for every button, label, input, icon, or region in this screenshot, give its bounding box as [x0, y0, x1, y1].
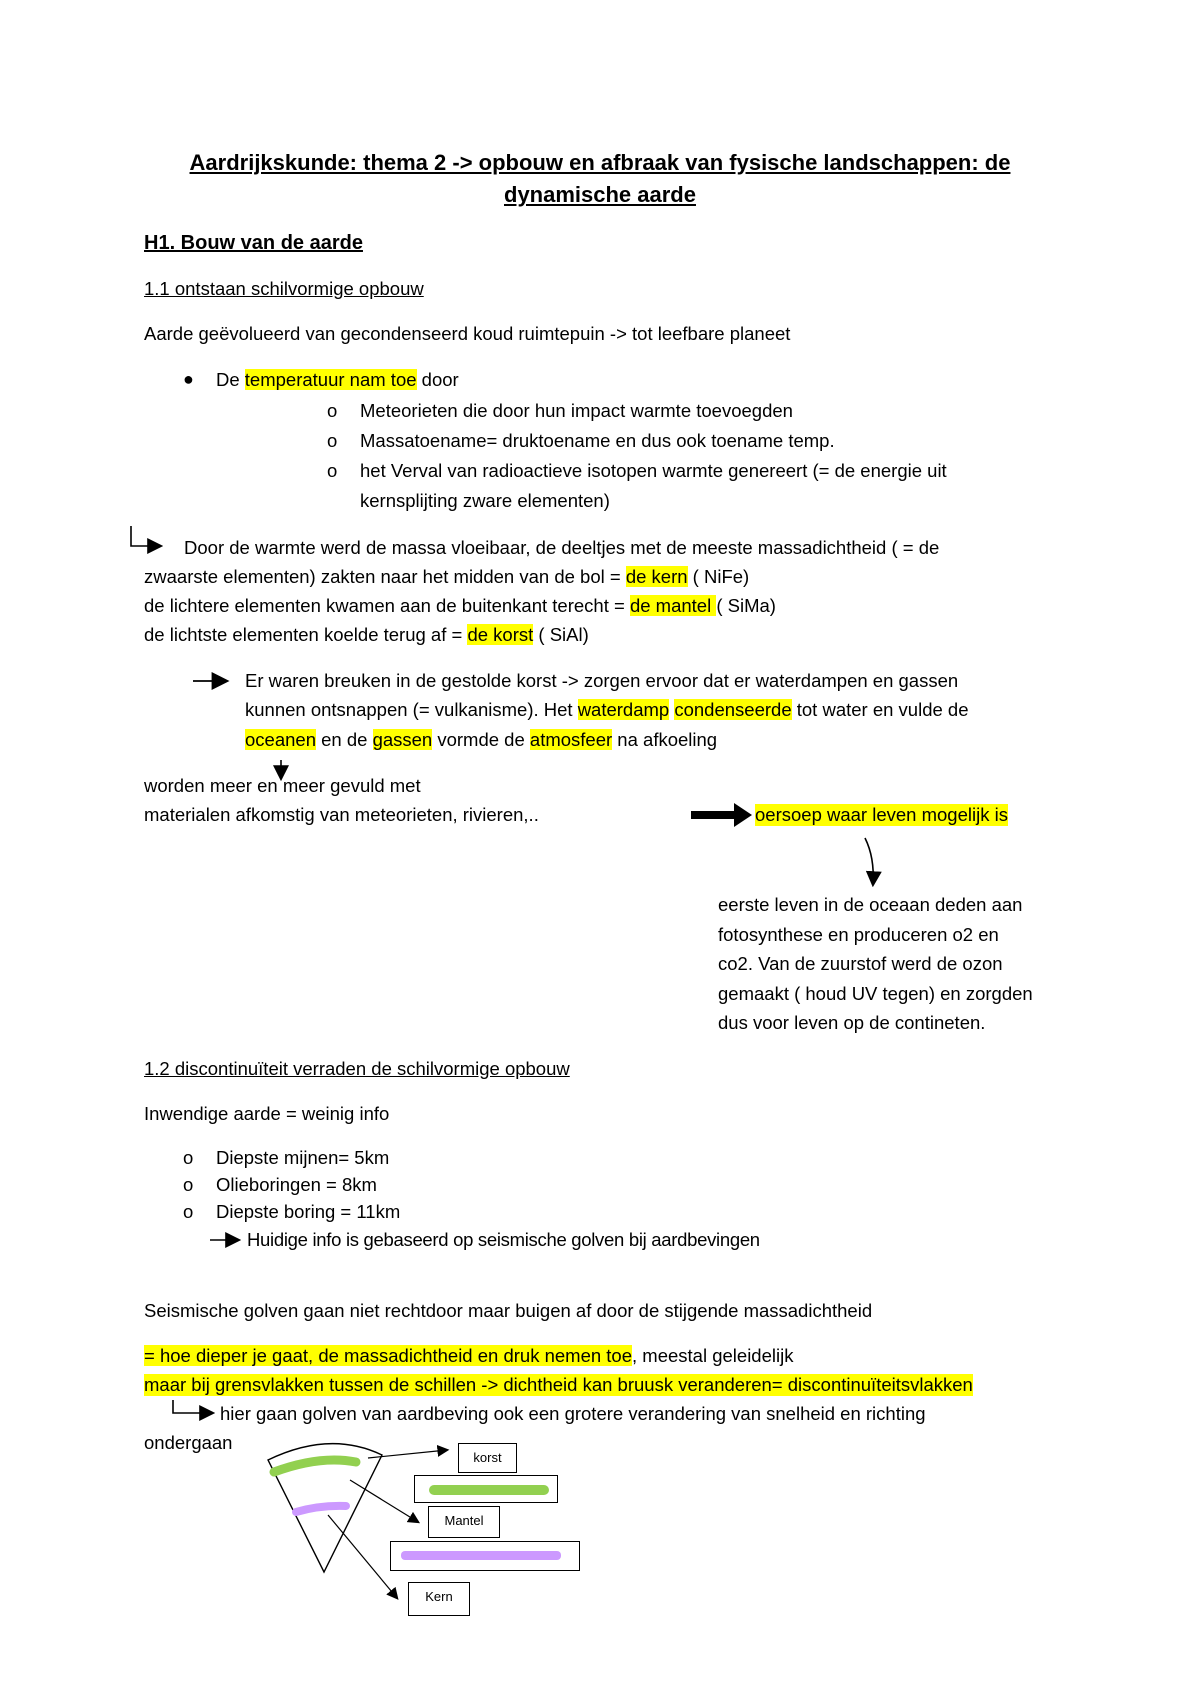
highlight-waterdamp: waterdamp [577, 699, 670, 720]
highlight-condenseerde: condenseerde [674, 699, 792, 720]
sub-bullet-icon: o [183, 1201, 194, 1222]
section-1-1-intro: Aarde geëvolueerd van gecondenseerd koud ruimtepuin -> tot leefbare planeet [144, 323, 791, 344]
seismic-paragraph: Seismische golven gaan niet rechtdoor maar buigen af door de stijgende massadichtheid [144, 1300, 873, 1321]
label-box-kern: Kern [408, 1582, 470, 1616]
p1-l4-post: ( SiAl) [533, 624, 589, 645]
p4-line3: co2. Van de zuurstof werd de ozon [718, 953, 1003, 974]
highlight-discontinuity: maar bij grensvlakken tussen de schillen -> dichtheid kan bruusk veranderen= discontinuïteitsvlakken [144, 1374, 973, 1395]
bullet-dot-icon: ● [183, 369, 194, 389]
highlight-atmosfeer: atmosfeer [529, 729, 613, 750]
p2-l3-mid2: vormde de [432, 729, 530, 750]
p1-l3-post: ( SiMa) [716, 595, 776, 616]
sub-item-3: het Verval van radioactieve isotopen warmte genereert (= de energie uit [360, 460, 947, 481]
sub-bullet-icon: o [327, 430, 338, 451]
p3-line2: materialen afkomstig van meteorieten, rivieren,.. [144, 804, 539, 825]
p2-l3-post: na afkoeling [612, 729, 718, 750]
p1-l2-pre: zwaarste elementen) zakten naar het midden van de bol = [144, 566, 626, 587]
thick-arrow-icon [691, 803, 752, 827]
p2-l2-post: tot water en vulde de [791, 699, 969, 720]
p1-l3-pre: de lichtere elementen kwamen aan de buitenkant terecht = [144, 595, 630, 616]
highlight-mantel: de mantel [629, 595, 717, 616]
sub-bullet-icon: o [183, 1174, 194, 1195]
label-box-mantel: Mantel [428, 1506, 500, 1538]
p1-l2-post: ( NiFe) [687, 566, 750, 587]
sub-bullet-icon: o [183, 1147, 194, 1168]
density-line-post: , meestal geleidelijk [632, 1345, 794, 1366]
highlight-density: = hoe dieper je gaat, de massadichtheid en druk nemen toe [144, 1345, 633, 1366]
highlight-temperatuur: temperatuur nam toe [244, 369, 417, 390]
highlight-oersoep: oersoep waar leven mogelijk is [755, 804, 1008, 825]
bullet-pre: De [216, 369, 245, 390]
sub-bullet-icon: o [327, 400, 338, 421]
seismic-change-line2: ondergaan [144, 1432, 233, 1453]
label-box-korst: korst [458, 1443, 517, 1473]
seismic-note: Huidige info is gebaseerd op seismische golven bij aardbevingen [247, 1229, 760, 1250]
p2-l3-mid1: en de [315, 729, 373, 750]
document-title-line1: Aardrijkskunde: thema 2 -> opbouw en afbraak van fysische landschappen: de [189, 150, 1011, 175]
p1-l4-pre: de lichtste elementen koelde terug af = [144, 624, 468, 645]
sub-bullet-icon: o [327, 460, 338, 481]
highlight-gassen: gassen [372, 729, 433, 750]
section-heading-1-1: 1.1 ontstaan schilvormige opbouw [144, 278, 424, 299]
document-title-line2: dynamische aarde [504, 182, 696, 207]
section-heading-1-2: 1.2 discontinuïteit verraden de schilvormige opbouw [144, 1058, 570, 1079]
p1-line1: Door de warmte werd de massa vloeibaar, de deeltjes met de meeste massadichtheid ( = de [184, 537, 940, 558]
highlight-oceanen: oceanen [245, 729, 316, 750]
depth-item-1: Diepste mijnen= 5km [216, 1147, 390, 1168]
p4-line2: fotosynthese en produceren o2 en [718, 924, 999, 945]
section-1-2-intro: Inwendige aarde = weinig info [144, 1103, 390, 1124]
depth-item-3: Diepste boring = 11km [216, 1201, 401, 1222]
p4-line4: gemaakt ( houd UV tegen) en zorgden [718, 983, 1033, 1004]
curved-down-arrow-icon [865, 838, 873, 884]
p4-line5: dus voor leven op de contineten. [718, 1012, 986, 1033]
bullet-post: door [416, 369, 459, 390]
corner-arrow-icon [131, 526, 160, 546]
sub-item-1: Meteorieten die door hun impact warmte toevoegden [360, 400, 793, 421]
seismic-change-line1: hier gaan golven van aardbeving ook een grotere verandering van snelheid en richting [220, 1403, 926, 1424]
highlight-kern: de kern [625, 566, 688, 587]
depth-item-2: Olieboringen = 8km [216, 1174, 377, 1195]
p2-l2-pre: kunnen ontsnappen (= vulkanisme). Het [245, 699, 578, 720]
corner-arrow-icon-2 [173, 1400, 212, 1413]
chapter-heading: H1. Bouw van de aarde [144, 232, 363, 254]
sub-item-3-cont: kernsplijting zware elementen) [360, 490, 610, 511]
earth-cone-diagram [268, 1444, 447, 1598]
p4-line1: eerste leven in de oceaan deden aan [718, 894, 1023, 915]
p2-line1: Er waren breuken in de gestolde korst -> zorgen ervoor dat er waterdampen en gassen [245, 670, 959, 691]
sub-item-2: Massatoename= druktoename en dus ook toename temp. [360, 430, 835, 451]
highlight-korst: de korst [467, 624, 534, 645]
p3-line1: worden meer en meer gevuld met [144, 775, 421, 796]
